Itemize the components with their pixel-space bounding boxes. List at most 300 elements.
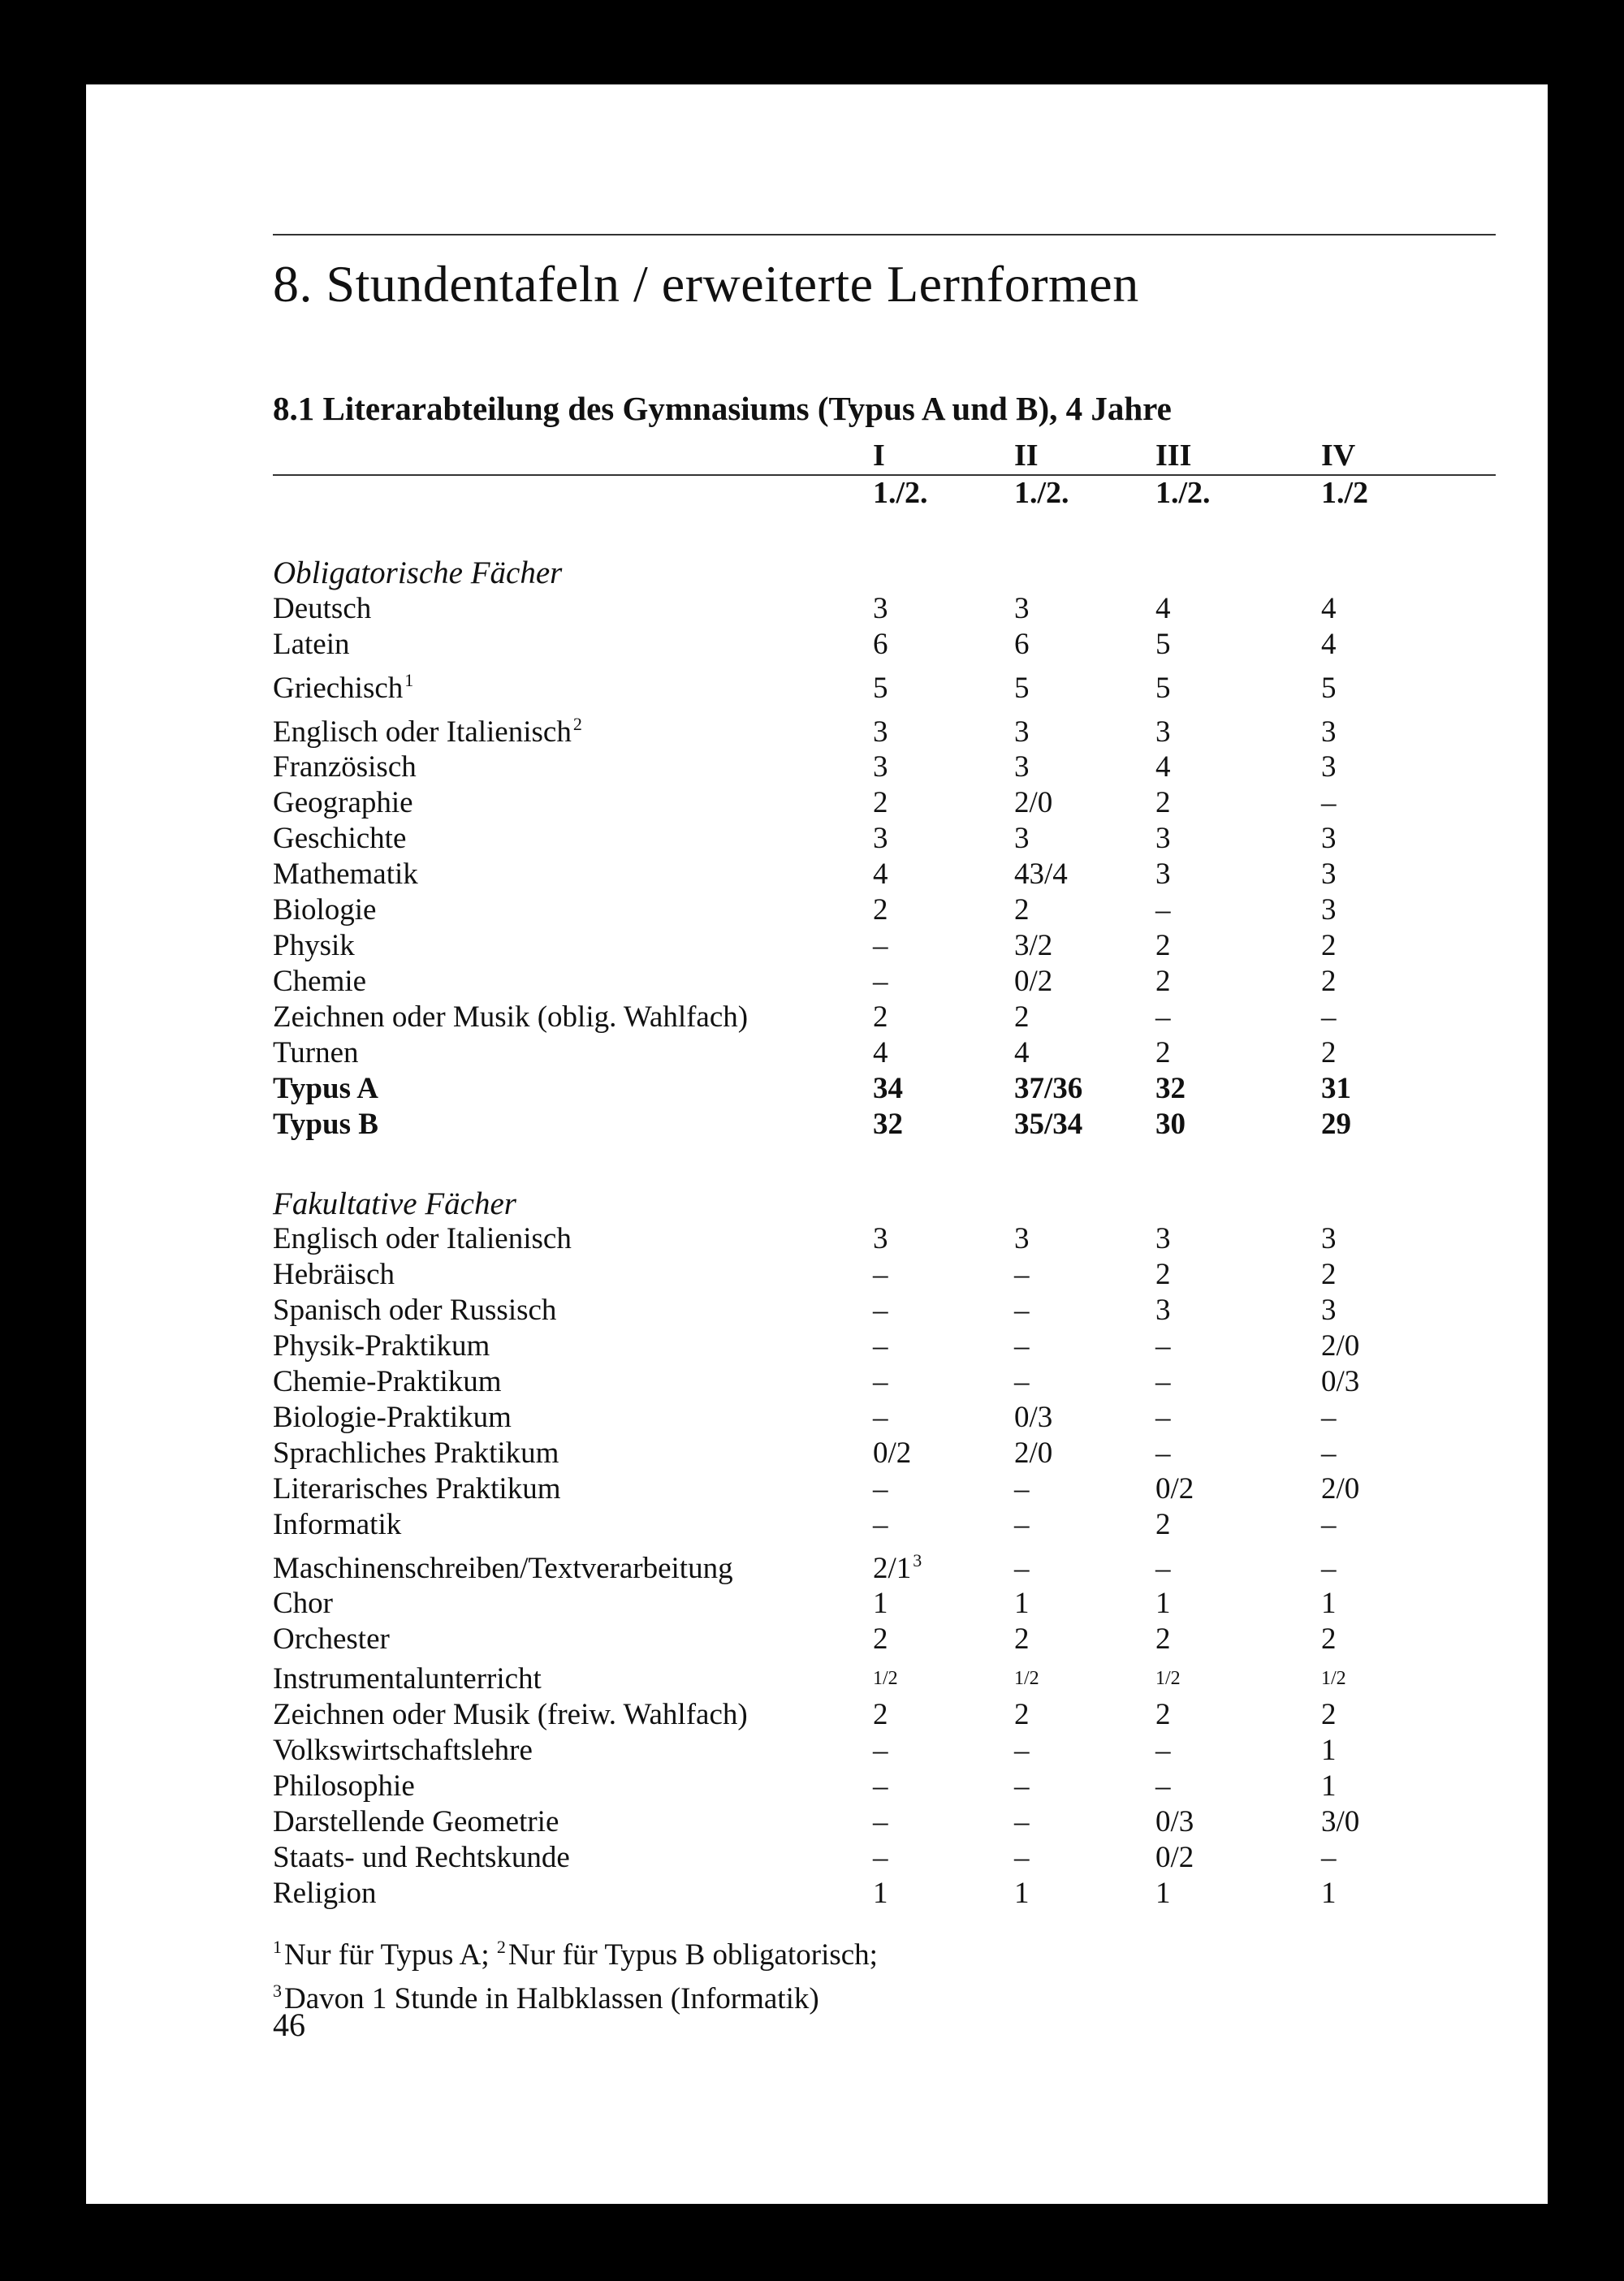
subject-name: Chemie	[273, 964, 367, 998]
subject-cell	[273, 591, 873, 627]
value-cell	[873, 1697, 1014, 1733]
value-text: 4	[1321, 627, 1337, 661]
value-text: 3	[1321, 822, 1337, 856]
value-text: –	[1155, 1551, 1171, 1585]
value-cell	[1155, 1328, 1321, 1364]
value-text: 4	[1014, 1035, 1030, 1069]
value-cell	[1014, 1586, 1155, 1622]
subject-cell	[273, 750, 873, 785]
semester-header-row	[273, 475, 1496, 512]
footnote-number: 1	[273, 1936, 282, 1957]
value-cell	[1155, 1293, 1321, 1328]
value-text: 2	[1155, 964, 1171, 998]
value-text: –	[873, 1294, 888, 1328]
semester-header: 1./2.	[873, 475, 1014, 512]
table-row	[273, 1804, 1496, 1840]
value-cell	[873, 663, 1014, 706]
subject-name: Biologie-Praktikum	[273, 1400, 512, 1434]
value-text: 2	[1321, 1258, 1337, 1292]
column-header-row	[273, 438, 1496, 475]
document-page	[86, 84, 1548, 2204]
subject-cell	[273, 706, 873, 750]
subject-cell	[273, 663, 873, 706]
value-cell	[1321, 1586, 1496, 1622]
section-heading: Obligatorische Fächer	[273, 555, 563, 590]
value-text: 5	[1155, 671, 1171, 705]
table-row	[273, 1586, 1496, 1622]
table-row	[273, 1221, 1496, 1257]
value-cell	[873, 785, 1014, 821]
top-rule	[273, 234, 1496, 235]
value-cell	[1155, 1507, 1321, 1543]
value-cell	[1321, 1000, 1496, 1035]
hours-table	[273, 438, 1496, 1912]
value-cell	[1321, 892, 1496, 928]
value-cell	[1014, 1364, 1155, 1400]
value-text: 2	[1321, 1698, 1337, 1732]
value-cell	[873, 591, 1014, 627]
value-cell	[1014, 1107, 1155, 1143]
value-cell	[1014, 1293, 1155, 1328]
value-text: 1	[873, 1876, 888, 1910]
value-text: 1	[1321, 1734, 1337, 1768]
value-text: –	[1014, 1507, 1030, 1541]
value-cell	[1321, 1733, 1496, 1769]
subject-name: Mathematik	[273, 858, 418, 892]
subject-cell	[273, 627, 873, 663]
value-text: 2	[873, 893, 888, 927]
value-text: 3/2	[1014, 928, 1053, 962]
subject-cell	[273, 1400, 873, 1436]
row-spacer	[273, 512, 1496, 551]
table-row	[273, 1471, 1496, 1507]
value-cell	[1321, 1107, 1496, 1143]
value-text: 2	[1014, 1698, 1030, 1732]
value-text: 3	[1155, 715, 1171, 749]
value-cell	[1321, 1364, 1496, 1400]
spacer-cell	[273, 1142, 873, 1181]
footnote	[273, 1982, 819, 2015]
value-text: 6	[873, 627, 888, 661]
value-text: 3	[873, 822, 888, 856]
value-text: 2	[1014, 893, 1030, 927]
value-text: –	[1155, 1329, 1171, 1363]
value-text: 3	[1321, 1222, 1337, 1256]
subject-name: Religion	[273, 1876, 377, 1910]
subject-cell	[273, 1586, 873, 1622]
value-cell	[1014, 1328, 1155, 1364]
value-text: 2	[1014, 1622, 1030, 1657]
value-cell	[1014, 750, 1155, 785]
value-cell	[873, 1107, 1014, 1143]
value-cell	[1155, 1364, 1321, 1400]
subject-cell	[273, 1840, 873, 1876]
value-text: 1/2	[873, 1668, 898, 1690]
value-cell	[873, 1400, 1014, 1436]
value-text: 3	[1014, 591, 1030, 625]
table-row	[273, 706, 1496, 750]
value-cell	[1014, 1657, 1155, 1697]
subject-cell	[273, 785, 873, 821]
value-text: 1/2	[1321, 1668, 1346, 1690]
value-text: 1	[873, 1587, 888, 1621]
subject-name: Geschichte	[273, 822, 407, 856]
value-cell	[1155, 591, 1321, 627]
value-text: –	[873, 1471, 888, 1506]
value-cell	[873, 928, 1014, 964]
table-row	[273, 857, 1496, 892]
table-row	[273, 892, 1496, 928]
column-header: III	[1155, 438, 1192, 473]
subject-cell	[273, 1293, 873, 1328]
value-cell	[1155, 1107, 1321, 1143]
value-text: 1	[1155, 1587, 1171, 1621]
value-cell	[1014, 1804, 1155, 1840]
subject-cell	[273, 1328, 873, 1364]
value-cell	[1155, 857, 1321, 892]
value-text: 3	[873, 591, 888, 625]
value-text: 2	[1321, 964, 1337, 998]
value-text: –	[1014, 1734, 1030, 1768]
value-text: 0/2	[873, 1436, 912, 1470]
value-text: 2	[873, 786, 888, 820]
value-text: –	[1014, 1294, 1030, 1328]
value-cell	[1155, 1657, 1321, 1697]
value-text: –	[1014, 1329, 1030, 1363]
semester-header: 1./2	[1321, 475, 1496, 512]
value-text: 3	[873, 715, 888, 749]
value-text: 1/2	[1155, 1668, 1181, 1690]
subject-cell	[273, 857, 873, 892]
value-text: 3	[1014, 750, 1030, 784]
value-text: 2	[1155, 1698, 1171, 1732]
value-text: –	[1155, 1734, 1171, 1768]
subject-cell	[273, 1071, 873, 1107]
value-cell	[1014, 821, 1155, 857]
value-cell	[1014, 1769, 1155, 1804]
subject-cell	[273, 964, 873, 1000]
table-row	[273, 1400, 1496, 1436]
value-cell	[873, 1840, 1014, 1876]
table-row	[273, 821, 1496, 857]
footnote-number: 3	[273, 1980, 282, 2001]
subject-name: Volkswirtschaftslehre	[273, 1734, 533, 1768]
value-text: –	[1321, 1507, 1337, 1541]
value-text: 2/0	[1014, 786, 1053, 820]
column-header: II	[1014, 438, 1039, 473]
value-cell	[1321, 1769, 1496, 1804]
value-text: 0/2	[1014, 964, 1053, 998]
value-text: 2	[1155, 786, 1171, 820]
footnote-number: 2	[496, 1936, 506, 1957]
subject-cell	[273, 1697, 873, 1733]
subject-cell	[273, 1769, 873, 1804]
value-cell	[873, 1733, 1014, 1769]
subject-cell	[273, 1107, 873, 1143]
subject-name: Physik-Praktikum	[273, 1329, 490, 1363]
value-cell	[1321, 1840, 1496, 1876]
value-cell	[1321, 1400, 1496, 1436]
value-cell	[1014, 706, 1155, 750]
value-cell	[1014, 785, 1155, 821]
value-cell	[1014, 892, 1155, 928]
value-cell	[873, 627, 1014, 663]
value-cell	[1155, 928, 1321, 964]
table-row	[273, 1257, 1496, 1293]
subject-name: Maschinenschreiben/Textverarbeitung	[273, 1551, 733, 1585]
value-text: 2/1	[873, 1551, 912, 1585]
table-row	[273, 1000, 1496, 1035]
value-cell	[1155, 1000, 1321, 1035]
value-text: 3	[1014, 822, 1030, 856]
value-text: 3	[873, 750, 888, 784]
subject-name: Chor	[273, 1587, 333, 1621]
footnote-marker: 3	[913, 1549, 922, 1570]
value-cell	[873, 1804, 1014, 1840]
value-cell	[873, 964, 1014, 1000]
value-text: –	[873, 1365, 888, 1399]
footnote-text: Nur für Typus A;	[284, 1938, 490, 1972]
value-text: 1	[1321, 1587, 1337, 1621]
value-cell	[1321, 1804, 1496, 1840]
value-text: –	[873, 1400, 888, 1434]
value-text: 31	[1321, 1071, 1351, 1105]
subject-cell	[273, 1035, 873, 1071]
value-text: –	[1321, 1400, 1337, 1434]
table-row	[273, 1876, 1496, 1912]
value-text: 6	[1014, 627, 1030, 661]
value-cell	[873, 1471, 1014, 1507]
value-cell	[1014, 663, 1155, 706]
value-cell	[1014, 1035, 1155, 1071]
table-row	[273, 1436, 1496, 1471]
value-cell	[1155, 1221, 1321, 1257]
value-cell	[1155, 750, 1321, 785]
value-text: –	[873, 1258, 888, 1292]
subject-cell	[273, 821, 873, 857]
value-cell	[1014, 928, 1155, 964]
table-row	[273, 1328, 1496, 1364]
value-cell	[873, 821, 1014, 857]
value-cell	[873, 1543, 1014, 1587]
subject-cell	[273, 1622, 873, 1657]
value-text: 2	[1155, 1507, 1171, 1541]
value-cell	[1014, 1876, 1155, 1912]
value-text: 4	[1155, 750, 1171, 784]
value-cell	[1014, 1221, 1155, 1257]
value-text: –	[1155, 1400, 1171, 1434]
subject-name: Zeichnen oder Musik (freiw. Wahlfach)	[273, 1698, 748, 1732]
subject-cell	[273, 928, 873, 964]
subject-cell	[273, 1657, 873, 1697]
value-text: –	[1014, 1804, 1030, 1838]
value-text: –	[1155, 1000, 1171, 1034]
value-text: 3	[873, 1222, 888, 1256]
value-cell	[1321, 1657, 1496, 1697]
value-text: 0/3	[1014, 1400, 1053, 1434]
subject-name: Chemie-Praktikum	[273, 1365, 502, 1399]
value-cell	[1014, 627, 1155, 663]
subject-cell	[273, 1221, 873, 1257]
value-text: –	[1155, 1365, 1171, 1399]
value-text: 2	[1155, 1258, 1171, 1292]
value-text: 37/36	[1014, 1071, 1083, 1105]
table-row	[273, 1657, 1496, 1697]
section-title: 8.1 Literarabteilung des Gymnasiums (Typus A und B), 4 Jahre	[273, 390, 1172, 427]
value-text: –	[1014, 1471, 1030, 1506]
value-cell	[1155, 1400, 1321, 1436]
section-heading-row	[273, 1181, 1496, 1221]
subject-name: Darstellende Geometrie	[273, 1804, 559, 1838]
subject-cell	[273, 1507, 873, 1543]
table-row	[273, 1507, 1496, 1543]
value-text: 3	[1321, 893, 1337, 927]
value-text: 1	[1014, 1876, 1030, 1910]
value-cell	[1014, 1257, 1155, 1293]
value-cell	[1014, 1840, 1155, 1876]
value-cell	[1155, 1769, 1321, 1804]
value-cell	[1155, 1733, 1321, 1769]
value-text: –	[1014, 1365, 1030, 1399]
value-text: 3	[1155, 822, 1171, 856]
value-text: 2	[873, 1698, 888, 1732]
value-cell	[873, 1328, 1014, 1364]
value-text: –	[873, 964, 888, 998]
table-row	[273, 1543, 1496, 1587]
value-text: 35/34	[1014, 1107, 1083, 1141]
value-text: 29	[1321, 1107, 1351, 1141]
value-cell	[873, 1257, 1014, 1293]
value-cell	[1014, 857, 1155, 892]
table-row	[273, 1697, 1496, 1733]
value-text: 2	[1155, 1622, 1171, 1657]
value-cell	[1321, 1293, 1496, 1328]
value-text: –	[1321, 786, 1337, 820]
value-cell	[873, 857, 1014, 892]
table-row	[273, 1364, 1496, 1400]
subject-name: Spanisch oder Russisch	[273, 1294, 557, 1328]
value-text: 5	[1321, 671, 1337, 705]
value-text: 5	[873, 671, 888, 705]
value-cell	[1321, 785, 1496, 821]
subject-name: Philosophie	[273, 1769, 415, 1803]
value-cell	[1155, 1586, 1321, 1622]
value-cell	[873, 1769, 1014, 1804]
value-text: 4	[873, 858, 888, 892]
table-row	[273, 1622, 1496, 1657]
value-cell	[1155, 892, 1321, 928]
value-cell	[1014, 1697, 1155, 1733]
table-row	[273, 750, 1496, 785]
value-cell	[1321, 1622, 1496, 1657]
subject-name: Deutsch	[273, 591, 372, 625]
value-cell	[873, 1221, 1014, 1257]
value-text: –	[873, 928, 888, 962]
value-text: 3/0	[1321, 1804, 1360, 1838]
value-text: 3	[1321, 750, 1337, 784]
subject-name: Instrumentalunterricht	[273, 1662, 542, 1696]
value-cell	[1155, 627, 1321, 663]
value-cell	[1321, 1507, 1496, 1543]
column-header: I	[873, 438, 885, 473]
value-text: 3	[1014, 715, 1030, 749]
chapter-title: 8. Stundentafeln / erweiterte Lernformen	[273, 255, 1139, 313]
table-row	[273, 1035, 1496, 1071]
value-cell	[1321, 706, 1496, 750]
value-text: –	[873, 1769, 888, 1803]
value-text: 3	[1014, 1222, 1030, 1256]
value-cell	[873, 750, 1014, 785]
value-text: 2	[1321, 1622, 1337, 1657]
value-text: 1	[1014, 1587, 1030, 1621]
value-text: –	[1014, 1258, 1030, 1292]
table-row	[273, 1769, 1496, 1804]
subject-name: Literarisches Praktikum	[273, 1471, 561, 1506]
value-text: –	[1014, 1769, 1030, 1803]
value-text: 3	[1321, 715, 1337, 749]
subject-name: Informatik	[273, 1507, 402, 1541]
value-cell	[1321, 1543, 1496, 1587]
value-cell	[1014, 1733, 1155, 1769]
subject-name: Biologie	[273, 893, 377, 927]
value-text: 1	[1155, 1876, 1171, 1910]
value-text: 3	[1155, 858, 1171, 892]
value-cell	[873, 892, 1014, 928]
subject-name: Zeichnen oder Musik (oblig. Wahlfach)	[273, 1000, 749, 1034]
value-text: 2	[1155, 1035, 1171, 1069]
value-cell	[1155, 1622, 1321, 1657]
subject-cell	[273, 1804, 873, 1840]
value-cell	[1321, 1471, 1496, 1507]
value-cell	[1155, 1257, 1321, 1293]
footnote-marker: 1	[404, 669, 414, 690]
value-cell	[1155, 1697, 1321, 1733]
value-cell	[1321, 1436, 1496, 1471]
value-cell	[1155, 785, 1321, 821]
value-cell	[1321, 750, 1496, 785]
hours-table-body	[273, 438, 1496, 1912]
value-cell	[1014, 964, 1155, 1000]
subject-name: Latein	[273, 627, 350, 661]
value-text: 4	[1321, 591, 1337, 625]
value-text: –	[1155, 1436, 1171, 1470]
value-text: 34	[873, 1071, 903, 1105]
value-cell	[1321, 1071, 1496, 1107]
value-text: 3	[1155, 1222, 1171, 1256]
page-number: 46	[273, 2007, 305, 2043]
value-cell	[1321, 663, 1496, 706]
value-cell	[1321, 627, 1496, 663]
subject-name: Englisch oder Italienisch	[273, 715, 572, 749]
table-row	[273, 591, 1496, 627]
header-spacer	[273, 475, 873, 512]
column-header: IV	[1321, 438, 1356, 473]
value-text: –	[1321, 1000, 1337, 1034]
value-text: 1	[1321, 1876, 1337, 1910]
subject-name: Griechisch	[273, 671, 404, 705]
value-cell	[1321, 1876, 1496, 1912]
subject-cell	[273, 1436, 873, 1471]
value-cell	[1014, 1400, 1155, 1436]
value-cell	[873, 1507, 1014, 1543]
value-cell	[873, 1364, 1014, 1400]
value-text: 0/2	[1155, 1471, 1194, 1506]
subject-name: Physik	[273, 928, 355, 962]
value-text: –	[1321, 1436, 1337, 1470]
subject-cell	[273, 1257, 873, 1293]
value-cell	[1014, 1000, 1155, 1035]
value-text: 2/0	[1014, 1436, 1053, 1470]
